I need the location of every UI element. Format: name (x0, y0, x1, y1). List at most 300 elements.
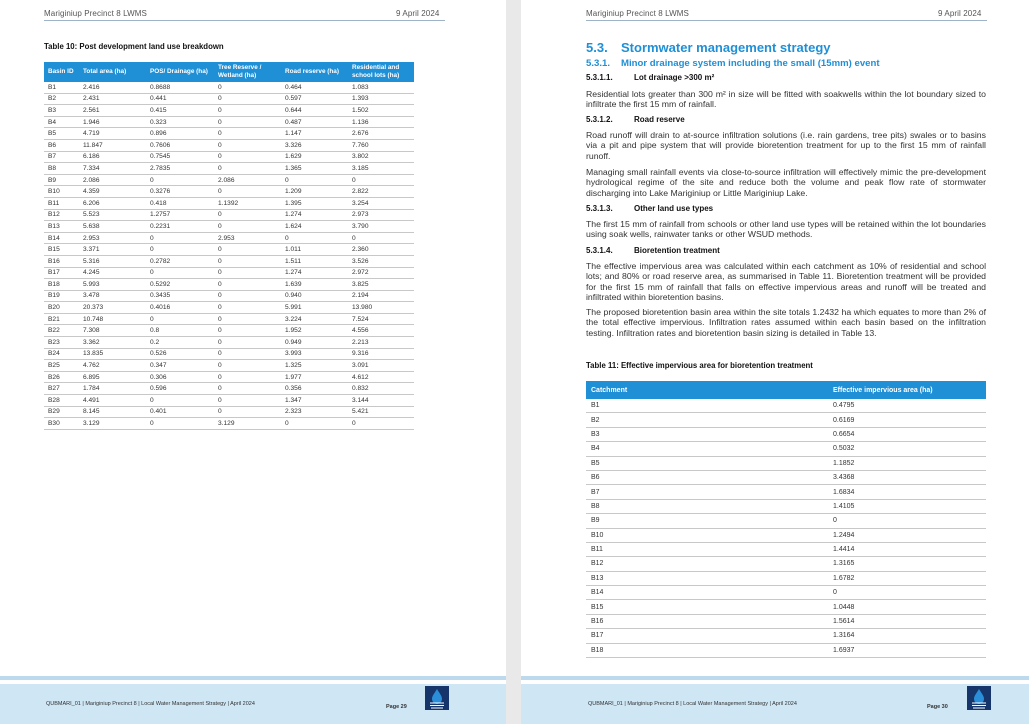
col-header: Basin ID (44, 62, 79, 82)
table-cell: 0 (214, 360, 281, 372)
footer-text: QUBMARI_01 | Mariginiup Precinct 8 | Local Water Management Strategy | April 2024 (588, 701, 797, 707)
table-cell: 0.596 (146, 383, 214, 395)
table-cell: 0 (146, 244, 214, 256)
table-row (586, 399, 986, 413)
table-row (44, 186, 414, 198)
table-cell: 0.526 (146, 348, 214, 360)
table-cell: B9 (44, 174, 79, 186)
col-header: Effective impervious area (ha) (828, 381, 986, 399)
table-row (586, 442, 986, 456)
table-row (44, 105, 414, 117)
table-cell: 1.946 (79, 116, 146, 128)
table-cell: 3.993 (281, 348, 348, 360)
table-cell: 0.8 (146, 325, 214, 337)
col-header: Road reserve (ha) (281, 62, 348, 82)
heading-lot-drainage: 5.3.1.1. Lot drainage >300 m² (586, 73, 715, 82)
header-rule (586, 20, 987, 21)
table-cell: 3.4368 (828, 470, 986, 484)
table-row (44, 360, 414, 372)
table-cell: 0 (214, 406, 281, 418)
table-cell: B12 (586, 557, 828, 571)
table-cell: 1.0448 (828, 600, 986, 614)
table-cell: 7.308 (79, 325, 146, 337)
table-cell: 0.4016 (146, 302, 214, 314)
table-cell: 0 (281, 418, 348, 430)
table-cell: 10.748 (79, 313, 146, 325)
table-cell: B3 (586, 427, 828, 441)
table-row (44, 209, 414, 221)
table-cell: B12 (44, 209, 79, 221)
table-cell: 1.5614 (828, 614, 986, 628)
table-cell: 0.401 (146, 406, 214, 418)
table-cell: B18 (44, 279, 79, 291)
table-row (586, 427, 986, 441)
table-cell: B11 (586, 542, 828, 556)
table-cell: B8 (44, 163, 79, 175)
table-row (44, 221, 414, 233)
paragraph: Residential lots greater than 300 m² in size will be fitted with soakwells within the lot boundary sized to infiltrate the first 15 mm of rainfall. (586, 89, 986, 110)
table-cell: 0 (214, 139, 281, 151)
table-cell: 0.6654 (828, 427, 986, 441)
heading-bioretention: 5.3.1.4. Bioretention treatment (586, 246, 720, 255)
table-cell: 0.415 (146, 105, 214, 117)
table-cell: 4.359 (79, 186, 146, 198)
table-cell: B7 (44, 151, 79, 163)
table-cell: B25 (44, 360, 79, 372)
table-cell: 2.086 (214, 174, 281, 186)
table-cell: B6 (44, 139, 79, 151)
table-cell: B2 (586, 413, 828, 427)
table-cell: 0 (214, 93, 281, 105)
table-cell: 0.487 (281, 116, 348, 128)
table-cell: 5.991 (281, 302, 348, 314)
table-cell: 0 (214, 395, 281, 407)
table-cell: 0.896 (146, 128, 214, 140)
table-cell: B4 (44, 116, 79, 128)
table-cell: 2.416 (79, 82, 146, 93)
table-cell: 1.629 (281, 151, 348, 163)
table-cell: 1.393 (348, 93, 414, 105)
table-cell: 0 (146, 232, 214, 244)
table-cell: 0 (214, 255, 281, 267)
paragraph: Managing small rainfall events via close-to-source infiltration will effectively mimic the pre-development hydrological regime of the site and reduce both the volume and peak flow rate of stormwater discharging into Lake Mariginiup or Little Mariginiup Lake. (586, 167, 986, 198)
table-row (44, 279, 414, 291)
table-cell: B6 (586, 470, 828, 484)
table-cell: 2.953 (214, 232, 281, 244)
table-cell: 8.145 (79, 406, 146, 418)
table-row (44, 302, 414, 314)
table-cell: 2.822 (348, 186, 414, 198)
footer (0, 684, 506, 724)
table-cell: 3.254 (348, 197, 414, 209)
table-cell: 0 (828, 586, 986, 600)
table-cell: 0.644 (281, 105, 348, 117)
table-cell: 0.5032 (828, 442, 986, 456)
header-date: 9 April 2024 (396, 9, 440, 18)
table-cell: 13.835 (79, 348, 146, 360)
table-cell: 2.972 (348, 267, 414, 279)
table-row (586, 600, 986, 614)
table-cell: 0 (214, 221, 281, 233)
water-drop-logo-icon (425, 686, 449, 710)
table-cell: 3.144 (348, 395, 414, 407)
page-number: Page 30 (927, 704, 948, 710)
table-cell: 0 (214, 383, 281, 395)
table-cell: 0 (281, 174, 348, 186)
table-row (586, 586, 986, 600)
table-cell: B5 (586, 456, 828, 470)
table10-body (44, 82, 414, 429)
table-cell: 0 (146, 267, 214, 279)
col-header: Total area (ha) (79, 62, 146, 82)
table-cell: 3.362 (79, 337, 146, 349)
table-cell: 0 (214, 337, 281, 349)
table-cell: 3.790 (348, 221, 414, 233)
table-cell: B17 (586, 629, 828, 643)
table-row (44, 348, 414, 360)
table-cell: B24 (44, 348, 79, 360)
heading-other-land-use: 5.3.1.3. Other land use types (586, 204, 714, 213)
table-cell: 0.7606 (146, 139, 214, 151)
table-row (586, 485, 986, 499)
table-cell: 3.129 (79, 418, 146, 430)
table-cell: 0.5292 (146, 279, 214, 291)
table-cell: 1.011 (281, 244, 348, 256)
table-cell: 2.676 (348, 128, 414, 140)
page-29 (0, 0, 506, 724)
table-cell: 1.624 (281, 221, 348, 233)
table-cell: 2.973 (348, 209, 414, 221)
table-cell: 1.1852 (828, 456, 986, 470)
table-cell: 1.209 (281, 186, 348, 198)
table-cell: 0 (214, 348, 281, 360)
table-cell: B16 (44, 255, 79, 267)
table-cell: 0.2782 (146, 255, 214, 267)
table-cell: 0 (214, 267, 281, 279)
header-rule (44, 20, 445, 21)
table-row (44, 128, 414, 140)
table-cell: 0 (214, 244, 281, 256)
table-cell: 3.802 (348, 151, 414, 163)
table-cell: 4.762 (79, 360, 146, 372)
header-doc-title: Mariginiup Precinct 8 LWMS (586, 9, 689, 18)
table-cell: 0 (214, 116, 281, 128)
table-cell: B21 (44, 313, 79, 325)
table-cell: 1.347 (281, 395, 348, 407)
table-cell: B23 (44, 337, 79, 349)
table-cell: 13.980 (348, 302, 414, 314)
footer-band-top (521, 676, 1029, 680)
table-cell: 0 (214, 371, 281, 383)
table-header-row (586, 381, 986, 399)
table-cell: 0 (214, 105, 281, 117)
footer-band-top (0, 676, 506, 680)
table-cell: B5 (44, 128, 79, 140)
table-cell: 2.086 (79, 174, 146, 186)
table-row (44, 418, 414, 430)
section-heading: 5.3. Stormwater management strategy (586, 40, 831, 55)
table-cell: 1.274 (281, 209, 348, 221)
table-cell: 0 (214, 302, 281, 314)
table-row (586, 514, 986, 528)
table-cell: 0.4795 (828, 399, 986, 413)
table-cell: B26 (44, 371, 79, 383)
table-cell: 0 (214, 163, 281, 175)
table-cell: 0 (146, 395, 214, 407)
table-cell: 0.464 (281, 82, 348, 93)
table-cell: 1.136 (348, 116, 414, 128)
table-cell: B14 (586, 586, 828, 600)
table-cell: 1.952 (281, 325, 348, 337)
table-cell: 5.993 (79, 279, 146, 291)
table-cell: B3 (44, 105, 79, 117)
table-cell: 5.421 (348, 406, 414, 418)
table-row (44, 244, 414, 256)
table-cell: 3.478 (79, 290, 146, 302)
table-cell: 2.7835 (146, 163, 214, 175)
table-cell: 4.245 (79, 267, 146, 279)
table-row (44, 197, 414, 209)
table-cell: 4.491 (79, 395, 146, 407)
table-cell: B9 (586, 514, 828, 528)
table-cell: 1.3165 (828, 557, 986, 571)
table-cell: 0 (214, 279, 281, 291)
table-cell: 0.6169 (828, 413, 986, 427)
table-cell: B10 (586, 528, 828, 542)
table-cell: 0 (348, 174, 414, 186)
col-header: Catchment (586, 381, 828, 399)
table-cell: 3.326 (281, 139, 348, 151)
table-cell: B30 (44, 418, 79, 430)
table-cell: 0 (214, 82, 281, 93)
table-row (44, 325, 414, 337)
table-cell: 0.418 (146, 197, 214, 209)
table-row (44, 313, 414, 325)
table-cell: 0 (214, 186, 281, 198)
table-cell: B8 (586, 499, 828, 513)
table-row (586, 614, 986, 628)
table-cell: 4.612 (348, 371, 414, 383)
table-cell: 0 (828, 514, 986, 528)
header-date: 9 April 2024 (938, 9, 982, 18)
table-cell: B29 (44, 406, 79, 418)
table-row (44, 151, 414, 163)
table-cell: 1.083 (348, 82, 414, 93)
table-cell: B7 (586, 485, 828, 499)
table-row (586, 629, 986, 643)
table-cell: 1.4414 (828, 542, 986, 556)
table-cell: 0.3276 (146, 186, 214, 198)
table-cell: 1.977 (281, 371, 348, 383)
table-cell: B16 (586, 614, 828, 628)
table-cell: 0.832 (348, 383, 414, 395)
table-cell: 3.526 (348, 255, 414, 267)
table-cell: 3.185 (348, 163, 414, 175)
table-cell: B28 (44, 395, 79, 407)
table-row (44, 163, 414, 175)
table-cell: 0.940 (281, 290, 348, 302)
table-row (586, 413, 986, 427)
table-cell: 4.556 (348, 325, 414, 337)
table-cell: 2.213 (348, 337, 414, 349)
table-header-row (44, 62, 414, 82)
table-cell: B14 (44, 232, 79, 244)
table-cell: 5.316 (79, 255, 146, 267)
table-row (44, 232, 414, 244)
table-cell: B15 (586, 600, 828, 614)
table-cell: 9.316 (348, 348, 414, 360)
table-cell: 6.186 (79, 151, 146, 163)
table-cell: 0.3435 (146, 290, 214, 302)
water-drop-logo-icon (967, 686, 991, 710)
page-30 (521, 0, 1029, 724)
table-cell: 0.2 (146, 337, 214, 349)
table-row (44, 82, 414, 93)
table-cell: B27 (44, 383, 79, 395)
table-cell: 0 (146, 418, 214, 430)
table-cell: 3.129 (214, 418, 281, 430)
table-cell: B19 (44, 290, 79, 302)
table-row (586, 557, 986, 571)
table-row (44, 116, 414, 128)
table-cell: B17 (44, 267, 79, 279)
table-cell: 0 (348, 418, 414, 430)
table-cell: 0 (214, 128, 281, 140)
table-cell: 1.502 (348, 105, 414, 117)
table-cell: 4.719 (79, 128, 146, 140)
table-cell: 6.206 (79, 197, 146, 209)
paragraph: Road runoff will drain to at-source infiltration solutions (i.e. rain gardens, tree pits) swales or to basins via a pit and pipe system that will provide bioretention treatment for up to the first 15 mm of rainfall runoff. (586, 130, 986, 161)
table-cell: B20 (44, 302, 79, 314)
table-cell: 7.334 (79, 163, 146, 175)
table-row (44, 174, 414, 186)
table-row (586, 470, 986, 484)
table-row (586, 499, 986, 513)
table-cell: B1 (44, 82, 79, 93)
table-cell: 0.2231 (146, 221, 214, 233)
table11-caption: Table 11: Effective impervious area for bioretention treatment (586, 361, 813, 370)
table-row (44, 267, 414, 279)
header-doc-title: Mariginiup Precinct 8 LWMS (44, 9, 147, 18)
table-cell: 3.825 (348, 279, 414, 291)
table-row (44, 406, 414, 418)
table-cell: 3.091 (348, 360, 414, 372)
footer-text: QUBMARI_01 | Mariginiup Precinct 8 | Local Water Management Strategy | April 2024 (46, 701, 255, 707)
table-cell: 1.3164 (828, 629, 986, 643)
table-cell: 0.306 (146, 371, 214, 383)
table11-body (586, 399, 986, 658)
table-cell: B22 (44, 325, 79, 337)
table-cell: 1.6834 (828, 485, 986, 499)
table-cell: 0.7545 (146, 151, 214, 163)
table-cell: 0.597 (281, 93, 348, 105)
table-row (44, 290, 414, 302)
table-cell: B2 (44, 93, 79, 105)
table-cell: 1.147 (281, 128, 348, 140)
table-cell: 1.325 (281, 360, 348, 372)
table-cell: 1.511 (281, 255, 348, 267)
table-row (586, 528, 986, 542)
table-row (44, 93, 414, 105)
table-row (44, 337, 414, 349)
table-cell: 1.6937 (828, 643, 986, 657)
table-cell: 1.274 (281, 267, 348, 279)
table-cell: 3.371 (79, 244, 146, 256)
table-cell: 1.784 (79, 383, 146, 395)
table-row (44, 255, 414, 267)
table-cell: 2.194 (348, 290, 414, 302)
table-cell: B13 (44, 221, 79, 233)
footer (521, 684, 1029, 724)
table-cell: 3.224 (281, 313, 348, 325)
table-row (586, 456, 986, 470)
table-cell: 0.356 (281, 383, 348, 395)
table-cell: B18 (586, 643, 828, 657)
table-row (586, 571, 986, 585)
table-cell: B10 (44, 186, 79, 198)
table-cell: 0.323 (146, 116, 214, 128)
table-cell: 5.523 (79, 209, 146, 221)
table-cell: 0 (214, 325, 281, 337)
table-row (44, 139, 414, 151)
table-cell: 0 (214, 313, 281, 325)
table-cell: 1.6782 (828, 571, 986, 585)
heading-road-reserve: 5.3.1.2. Road reserve (586, 115, 685, 124)
table-cell: 7.760 (348, 139, 414, 151)
table-cell: B13 (586, 571, 828, 585)
paragraph: The effective impervious area was calculated within each catchment as 10% of residential and school lots; and 80% or road reserve area, as summarised in Table 11. Bioretention treatment will be provided for the first 15 mm of rainfall that falls on effective impervious areas and runoff will be treated and infiltrated within bioretention basins. (586, 261, 986, 303)
table-cell: 0 (146, 174, 214, 186)
table-cell: 0 (214, 209, 281, 221)
table-row (44, 371, 414, 383)
land-use-table (44, 62, 414, 430)
table-cell: 1.2494 (828, 528, 986, 542)
table-row (44, 395, 414, 407)
table-cell: 0.347 (146, 360, 214, 372)
table-cell: 20.373 (79, 302, 146, 314)
table-cell: 2.561 (79, 105, 146, 117)
table-cell: 0 (146, 313, 214, 325)
table-row (586, 643, 986, 657)
table-row (44, 383, 414, 395)
table-cell: 0 (214, 290, 281, 302)
table-cell: 5.638 (79, 221, 146, 233)
table-cell: B11 (44, 197, 79, 209)
table-row (586, 542, 986, 556)
table-cell: 7.524 (348, 313, 414, 325)
subsection-heading: 5.3.1. Minor drainage system including the small (15mm) event (586, 58, 880, 69)
paragraph: The first 15 mm of rainfall from schools or other land use types will be retained within the lot boundaries using soak wells, rainwater tanks or other WSUD methods. (586, 219, 986, 240)
table10-caption: Table 10: Post development land use breakdown (44, 42, 224, 51)
table-cell: 1.395 (281, 197, 348, 209)
col-header: Residential and school lots (ha) (348, 62, 414, 82)
table-cell: 1.2757 (146, 209, 214, 221)
table-cell: 0.949 (281, 337, 348, 349)
table-cell: 11.847 (79, 139, 146, 151)
table-cell: 0.441 (146, 93, 214, 105)
table-cell: 1.1392 (214, 197, 281, 209)
table-cell: 0 (348, 232, 414, 244)
paragraph: The proposed bioretention basin area within the site totals 1.2432 ha which equates to more than 2% of the total effective impervious. Infiltration rates assumed within each basin based on the infiltration testing. Infiltration rates and bioretention basin sizing is detailed in Table 13. (586, 307, 986, 338)
table-cell: 6.895 (79, 371, 146, 383)
table-cell: 2.323 (281, 406, 348, 418)
effective-impervious-table (586, 381, 986, 658)
table-cell: 1.4105 (828, 499, 986, 513)
col-header: Tree Reserve / Wetland (ha) (214, 62, 281, 82)
table-cell: B1 (586, 399, 828, 413)
page-number: Page 29 (386, 704, 407, 710)
table-cell: 2.431 (79, 93, 146, 105)
